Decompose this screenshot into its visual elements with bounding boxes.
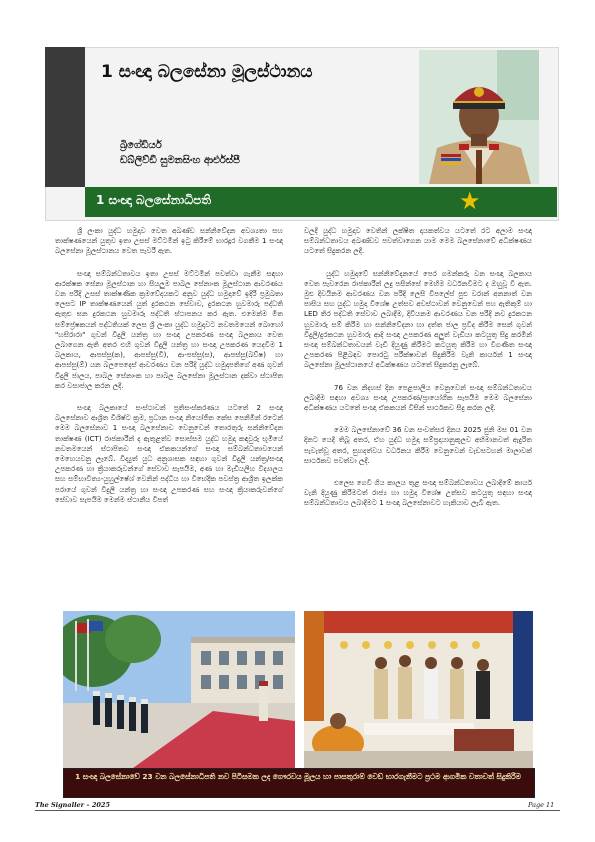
officer-portrait-graphic xyxy=(419,50,539,184)
left-column xyxy=(55,226,283,517)
paragraph: ශ්‍රී ලංකා යුද්ධ හමුදාව වෙත අඛණ්ඩ සන්නිවේදන අවශ්‍යතා සහ තාක්ෂණයෙන් යුතුව ඉතා උසස් මට්ටමින් ඉටු කිරීමේ භාරදූර වගකීම 1 සංඥා බලසේනා මූලස්ථානය වෙත පැවරී ඇත. xyxy=(55,226,283,256)
paragraph: යුද්ධ හමුදාවේ සන්නිවේදනයේ පෙර ගමන්කරු වන සංඥා බලකාය වෙත පැවරෙන රාජකාරීන් ලදු පසින්සේ මෙහිම වර්ධනවීමට ද ඔහුවූ වී ඇත. මුළු දිවයිනම ආවරණය වන පරිදි ලෙසි විපලේස් පුළු වරාන් අනනාත් වන පාසිය සහ යුද්ධ හමුදා විශේෂ උත්සව අවස්ථාවන් වෙනුවෙන් පහ ඇතිකුම් හා LED තිර පද්ධති සේවාව ලබාදීම, දිවියනම ආවරණය වන පරිදි නව දුරකථන හුවමාරු සම් කිරීම හා සන්නිවේදනා හා දත්ත ජාල ප්‍රවීද කිරීම සෙන් ගුවන් විදුලි/දුරකථන හුවමාරු ආදි සංඥා උපකරණ අලුත් වැඩියා කටයුතු සිදු කරමින් සංඥා සම්බන්ධතාවයන් වැඩි දියුණු කිරීමට කටයුතු කිරීම හා වීගණිත සංඥා උපකරණ පිළිබඳව පොරටු පරීක්ෂාවන් සිදුකිරීම වැනි කාර්යන් 1 සංඥා බලසේනා මූලස්ථානයේ අධීක්ෂණය යටතේ සිදුකරනු ලැබේ. xyxy=(304,268,532,370)
header-dark-strip xyxy=(45,47,85,187)
gold-star-icon: ★ xyxy=(459,187,481,215)
ceremony-photo-outdoor-graphic xyxy=(63,611,295,768)
ceremony-photo-outdoor xyxy=(63,611,295,768)
page-number: Page 11 xyxy=(528,801,555,809)
paragraph: සංඥා සම්බන්ධතාවය ඉතා උසස් මට්ටමින් පවත්වා ගැනීම සඳහා ආරක්ෂක සේනා මූලස්ථාන හා සියලුම පාබල සේනාංක මූලස්ථාන ආවරණය වන පරිදි උසස් තාක්ෂණික ක්‍රමවේදයකට අනුව යුද්ධ හමුදාවේ ඉදිරි ප්‍රමුඛතා ලෙසට IP තාක්ෂණයෙන් යුත් දුරකථන සේවාව, දුරකථන හුවමාරු පද්ධති ඇතුළු ඝන දුරකථන හුවමාරු පද්ධති ස්ථාපනය කර ඇත. එමෙන්ම මීත සම්ප්‍රේෂකයන් පද්ධතියක් ලෙස ශ්‍රී ලංකා යුද්ධ හමුදාවට නවතමයෙන් බොහෝ "හසිරාරා" ගුවන් විදුලි යන්ත්‍ර හා සංඥා උපකරණ සංඥා බලකාය වෙත ලබාගෙන ඇති අතර එහි ගුවන් විදුලි යන්ත්‍ර හා සංඥා උපකරණ යෙදවීම 1 බලකාය, ආපස්සු(ක), ආපස්සු(වි), ආ-පස්සු(ස), ආපස්සු(බව්ෂ) හා ආපස්සු(ඕ) යන බලපෙදෙස් ආවරණය වන පරිදි යුද්ධ හමුදාපතිගේ අණ ගුවන් විදුලි ජාලය, පාබල සේනාංක හා පාබල බලසේනා මූලස්ථාන දක්වා ස්ථාපිත කර වසාජාල කරන ලදී. xyxy=(55,268,283,390)
footer-publication: The Signaller – 2025 xyxy=(35,801,110,809)
paragraph: සංඥා බලකායේ සංස්ථාවන් ප්‍රතිසංස්කරණය යටතේ 2 සංඥා බලසේනාව ආශ්‍රිත විශිෂ්ට ක්‍රම, ප්‍රධාන සංඥා නියෝජිත කේස පෙනිමින් රටෙන් මෙම බලසේනාව 1 සංඥා බලසේනාව වෙනුවෙන් තොරතුරු සන්නිවේදන තාක්ෂණ (ICT) රාජකාරීන් ද ඇතුළත්ව සොස්සම යුද්ධ හමුදා කඳවුරු භූමියේ නවතමයෙන් ස්ථාපිතව සංඥා ඒකකයන්ගේ සංඥා සම්බන්ධතාවයෙන් මෙහෙයවනු ලැබේ. විද්‍යුත් යුධ අනුශාසක සඳහා ගුවන් විදුලි යන්ත්‍ර/සංඥා උපකරණ හා ක්‍රියාකරුවන්ගේ සේවාව සැපයීම, අණ හා මැඩියලිහ විද්‍යාලය සහ සම්භාවිත්‍ය-යුහුල්ෂේශ් වෙනින් පද්ධිය හා විභේදීක පවස්ත්‍ර ආශ්‍රිත ඉලක්ක පරායේ ගුවන් විදුලි යන්ත්‍ර හා සංඥා උපකරණ සහ සංඥා ක්‍රියාකරුවන්ගේ සේවාව සැපයීම මෙන්ම ස්ථානීය විපත් xyxy=(55,403,283,504)
commander-banner-label: 1 සංඥා බලසේනාධිපති xyxy=(96,193,212,207)
religious-ceremony-photo-graphic xyxy=(304,611,533,768)
officer-rank: බ්‍රිගේඩියර් xyxy=(120,140,162,151)
paragraph: එලෙස ගෙවී ගිය කාලය තුළ සංඥා සම්බන්ධතාවය ලබාදීමේ කාර්ය වැනි දියුණු කිරීමටත් රාජ්‍ය හා හමුදා විශේෂ උත්සව කටයුතු සඳහා සංඥා සම්බන්ධතාවය ලබාදීමට 1 සංඥා බලසේනාවට හැකියාව ලැබී ඇත. xyxy=(304,478,532,508)
officer-name: ඩබ්ලිව්ඩී සුමනසිංහ ආර්එස්පී xyxy=(120,155,240,166)
right-column xyxy=(304,226,532,521)
religious-ceremony-photo xyxy=(304,611,533,768)
officer-portrait xyxy=(419,50,539,184)
footer-divider xyxy=(35,810,560,811)
photo-caption: 1 සංඥා බලසේනාවේ 23 වන බලසේනාධිපති නව පිටිසමක ලද ගෞරවය මූලය හා පාසතුරාම් වෙඩ් භාරගැනීමට ප්‍රථම ආගමික වතාවත් සිදුකිරීම xyxy=(75,772,521,781)
paragraph: වලදී යුද්ධ හමුදාව වෙතින් ලක්ෂිත දායකත්වය යටතේ රට අලාම සංඥා සම්බන්ධතාවය අඛණ්ඩව පවත්වාගෙන යාම මෙම බලසේනාවේ අධීක්ෂණය යටතේ සිදුකරන ලදී. xyxy=(304,226,532,256)
page-title: 1 සංඥා බලසේනා මූලස්ථානය xyxy=(101,62,313,82)
paragraph: 76 වන නිදහස් දින පෙළපාලිය වෙනුවෙන් සංඥා සම්බන්ධතාවය ලබාදීම සඳහා අවශ්‍ය සංඥා උපකරණ/ප්‍රායෝගික සැපයීම මෙම බලසේනා අධීක්ෂණය යටතේ සංඥා ඒකකයන් විසින් සාර්ථකව සිදු කරන ලදී. xyxy=(304,382,532,413)
paragraph: මෙම බලසේනාවේ 36 වන සංවත්සර දිනය 2025 ජුනි මස 01 වන දිනට යෙදී තිබූ අතර, ඒහ යුද්ධ හමුදා සම්ප්‍රදායානුකූලව අභිමානවත් ඇදුරිත පැවැත්වූ අතර, සුහදත්වය වර්ධනය කිරීම වෙනුවෙන් වැඩසටහන් මාලාවක් සාර්ථකව පවත්වා ලදී. xyxy=(304,425,532,465)
